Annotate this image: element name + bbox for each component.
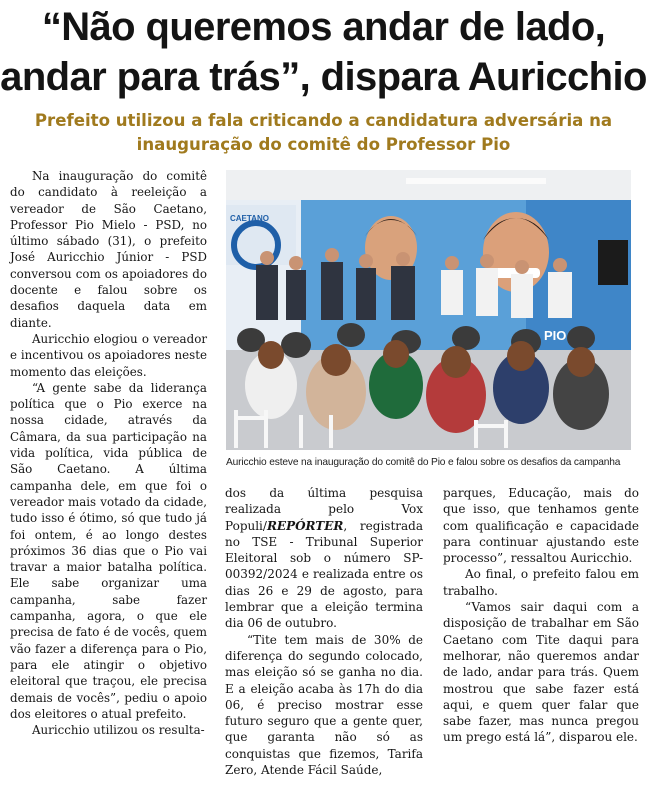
headline: “Não queremos andar de lado, andar para trás”, dispara Auricchio (0, 5, 647, 99)
photo-caption: Auricchio esteve na inauguração do comitê do Pio e falou sobre os desafios da campanha (226, 457, 621, 468)
paragraph: dos da última pesquisa realizada pelo Vox Populi/REPÓRTER, registrada no TSE - Tribunal Superior Eleitoral sob o número SP-00392/2024 e realizada entre os dias 26 e 29 de agosto, para lembrar que a eleição termina dia 06 de outubro. (225, 486, 423, 631)
wall-logo-text: CAETANO (230, 214, 269, 223)
event-photo (226, 170, 631, 450)
paragraph: Auricchio utilizou os resulta- (32, 723, 205, 738)
article-column-2 (225, 485, 423, 778)
banner-text: PIO (544, 328, 567, 343)
paragraph: Ao final, o prefeito falou em trabalho. (443, 567, 639, 598)
article-column-3 (443, 485, 639, 746)
paragraph: Auricchio elogiou o vereador e incentivou os apoiadores neste momento das eleições. (10, 331, 207, 379)
paragraph: parques, Educação, mais do que isso, que tenhamos gente com qualificação e capacidade para continuar ajustando este processo”, ressaltou Auricchio. (443, 486, 639, 566)
paragraph: “A gente sabe da liderança política que o Pio exerce na nossa cidade, através da Câmara, da sua participação na vida política, vida pública de São Caetano. A última campanha dele, em que foi o vereador mais votado da cidade, tudo isso é ótimo, só que tudo já foi ontem, é ao longo destes próximos 36 dias que o Pio vai travar a maior batalha política. Ele sabe organizar uma campanha, sabe fazer campanha, agora, o que ele precisa de fato é de vocês, quem vão fazer a diferença para o Pio, para ele atingir o objetivo eleitoral que traçou, ele precisa demais de vocês”, pediu o apoio dos eleitores o atual prefeito. (10, 380, 207, 721)
paragraph: “Vamos sair daqui com a disposição de trabalhar em São Caetano com Tite daqui para melhorar, não queremos andar de lado, andar para trás. Quem mostrou que sabe fazer está aqui, e quem quer falar que sabe fazer, mas nunca pregou um prego está lá”, disparou ele. (443, 600, 639, 745)
paragraph: “Tite tem mais de 30% de diferença do segundo colocado, mas eleição só se ganha no dia. E a eleição acaba às 17h do dia 06, é preciso mostrar esse futuro seguro que a gente quer, que garanta não só as conquistas que fizemos, Tarifa Zero, Atende Fácil Saúde, (225, 632, 423, 778)
article-column-1 (10, 168, 207, 738)
photo-illustration (226, 170, 631, 450)
paragraph: Na inauguração do comitê do candidato à reeleição a vereador de São Caetano, Professor Pio Mielo - PSD, no último sábado (31), o prefeito José Auricchio Júnior - PSD conversou com os apoiadores do docente e falou sobre os desafios daquela data em diante. (10, 169, 207, 330)
subheadline: Prefeito utilizou a fala criticando a candidatura adversária na inauguração do comitê do Professor Pio (34, 111, 613, 154)
